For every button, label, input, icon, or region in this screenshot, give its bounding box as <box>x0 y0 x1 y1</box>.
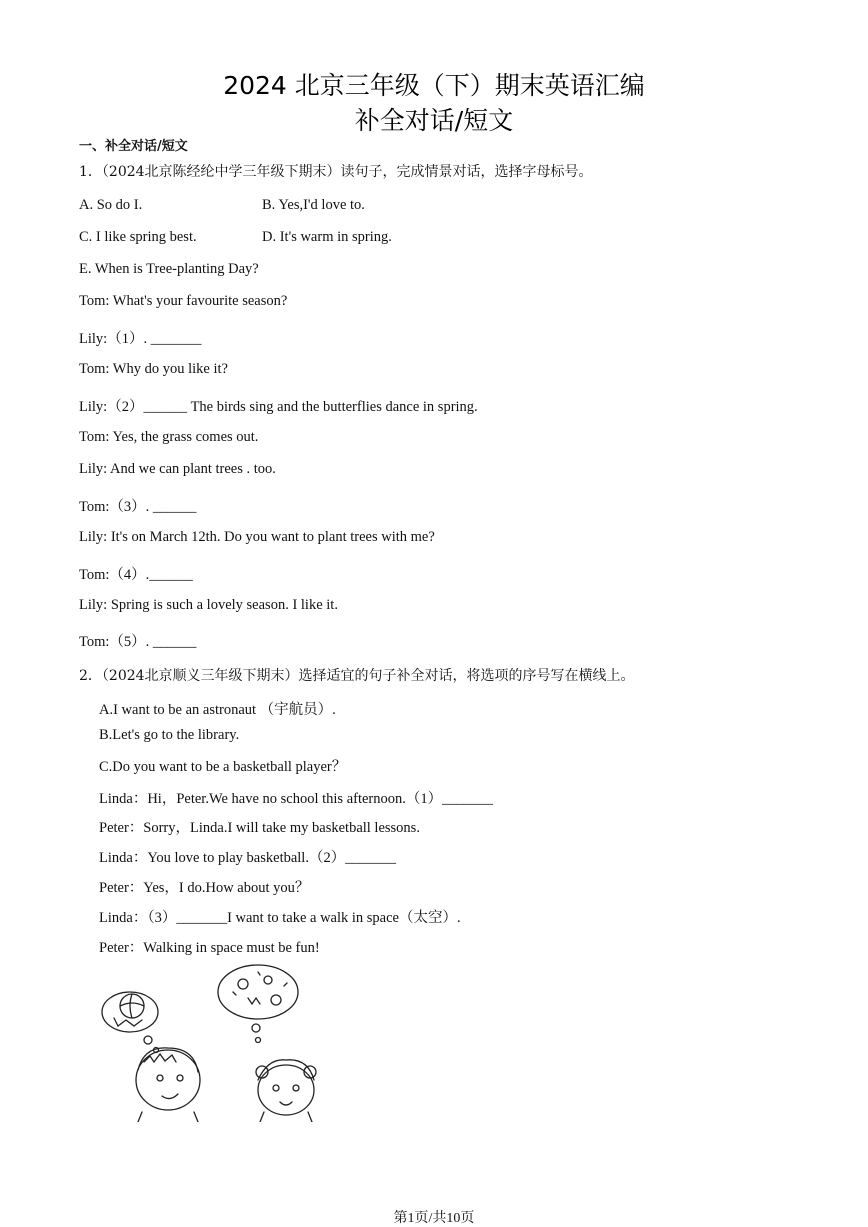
q1-dialogue-line: Lily:（2）______ The birds sing and the butterflies dance in spring. <box>79 399 478 415</box>
q1-dialogue-line: Lily: It's on March 12th. Do you want to plant trees with me? <box>79 529 435 545</box>
q2-dialogue-line: Peter：Walking in space must be fun! <box>99 940 320 956</box>
q1-option-c: C. I like spring best. <box>79 229 197 245</box>
boy-figure <box>136 1048 200 1122</box>
q1-dialogue-line: Tom:（5）. ______ <box>79 634 197 650</box>
q1-option-d: D. It's warm in spring. <box>262 229 392 245</box>
q1-dialogue-line: Lily: Spring is such a lovely season. I like it. <box>79 597 338 613</box>
q2-dialogue-line: Linda：You love to play basketball.（2）_______ <box>99 850 396 866</box>
q2-option-c: C.Do you want to be a basketball player？ <box>99 759 347 775</box>
q2-option-b: B.Let's go to the library. <box>99 727 240 743</box>
q1-option-a: A. So do I. <box>79 197 143 213</box>
question-1-heading: 1．（2024北京陈经纶中学三年级下期末）读句子，完成情景对话，选择字母标号。 <box>79 164 593 180</box>
girl-figure <box>256 1060 316 1122</box>
q2-dialogue-line: Linda：Hi，Peter.We have no school this afternoon.（1）_______ <box>99 791 493 807</box>
q1-dialogue-line: Tom:（3）. ______ <box>79 499 197 515</box>
q1-dialogue-line: Lily:（1）. _______ <box>79 331 202 347</box>
basketball-thought-bubble <box>102 992 159 1053</box>
q1-option-b: B. Yes,I'd love to. <box>262 197 365 213</box>
q1-dialogue-line: Tom: What's your favourite season? <box>79 293 288 309</box>
q1-dialogue-line: Tom:（4）.______ <box>79 567 193 583</box>
q2-option-a: A.I want to be an astronaut （宇航员）. <box>99 702 336 718</box>
section-heading: 一、补全对话/短文 <box>79 139 188 154</box>
q1-dialogue-line: Lily: And we can plant trees . too. <box>79 461 276 477</box>
space-thought-bubble <box>218 965 298 1043</box>
page-subtitle: 补全对话/短文 <box>354 106 514 135</box>
q1-dialogue-line: Tom: Why do you like it? <box>79 361 228 377</box>
page-title: 2024 北京三年级（下）期末英语汇编 <box>223 71 645 100</box>
q2-dialogue-line: Linda：（3）_______I want to take a walk in space（太空）. <box>99 910 461 926</box>
children-thought-bubbles-illustration <box>98 962 338 1122</box>
page-footer: 第1页/共10页 <box>393 1211 475 1226</box>
q1-dialogue-line: Tom: Yes, the grass comes out. <box>79 429 259 445</box>
q1-option-e: E. When is Tree-planting Day? <box>79 261 259 277</box>
q2-dialogue-line: Peter：Sorry，Linda.I will take my basketball lessons. <box>99 820 420 836</box>
q2-dialogue-line: Peter：Yes，I do.How about you？ <box>99 880 310 896</box>
question-2-heading: 2．（2024北京顺义三年级下期末）选择适宜的句子补全对话，将选项的序号写在横线上。 <box>79 668 635 684</box>
